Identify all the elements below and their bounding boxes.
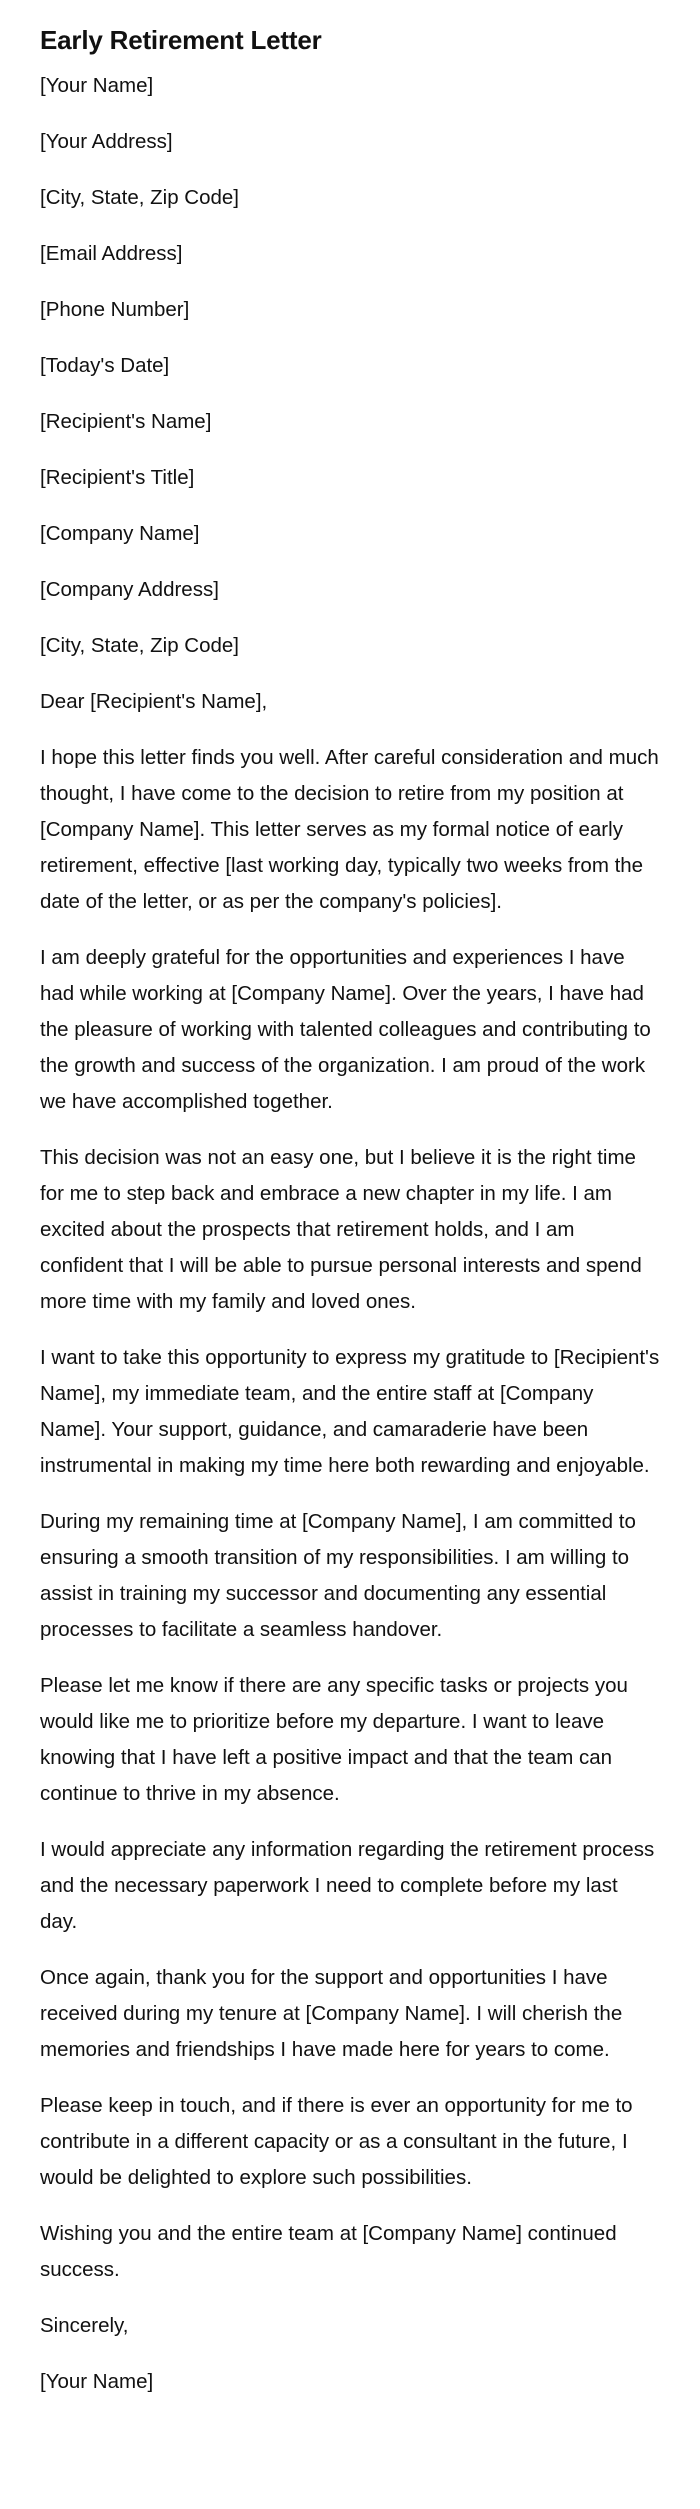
body-paragraph: I want to take this opportunity to express my gratitude to [Recipient's Name], my immediate team, and the entire staff at [Company Name]. Your support, guidance, and camaraderie have been instrumental in making my time here both rewarding and enjoyable. xyxy=(40,1346,660,1477)
body-paragraph: Wishing you and the entire team at [Company Name] continued success. xyxy=(40,2222,617,2281)
sender-email: [Email Address] xyxy=(40,242,183,265)
body-paragraph: Once again, thank you for the support and opportunities I have received during my tenure at [Company Name]. I will cherish the memories and friendships I have made here for years to come. xyxy=(40,1966,623,2061)
body-paragraph: I would appreciate any information regarding the retirement process and the necessary paperwork I need to complete before my last day. xyxy=(40,1838,655,1933)
signature-name: [Your Name] xyxy=(40,2370,154,2393)
recipient-city-state-zip: [City, State, Zip Code] xyxy=(40,634,240,657)
salutation: Dear [Recipient's Name], xyxy=(40,690,268,713)
body-paragraph: I hope this letter finds you well. After careful consideration and much thought, I have come to the decision to retire from my position at [Company Name]. This letter serves as my formal notice of early retirement, effective [last working day, typically two weeks from the date of the letter, or as per the company's policies]. xyxy=(40,746,659,913)
body-paragraph: During my remaining time at [Company Name], I am committed to ensuring a smooth transition of my responsibilities. I am willing to assist in training my successor and documenting any essential processes to facilitate a seamless handover. xyxy=(40,1510,636,1641)
recipient-title: [Recipient's Title] xyxy=(40,466,195,489)
body-paragraph: Please keep in touch, and if there is ever an opportunity for me to contribute in a different capacity or as a consultant in the future, I would be delighted to explore such possibilities. xyxy=(40,2094,633,2189)
body-paragraph: This decision was not an easy one, but I believe it is the right time for me to step back and embrace a new chapter in my life. I am excited about the prospects that retirement holds, and I am confident that I will be able to pursue personal interests and spend more time with my family and loved ones. xyxy=(40,1146,642,1313)
letter-date: [Today's Date] xyxy=(40,354,170,377)
recipient-name: [Recipient's Name] xyxy=(40,410,212,433)
sender-name: [Your Name] xyxy=(40,74,154,97)
page-title: Early Retirement Letter xyxy=(40,25,322,55)
body-paragraph: Please let me know if there are any specific tasks or projects you would like me to prioritize before my departure. I want to leave knowing that I have left a positive impact and that the team can continue to thrive in my absence. xyxy=(40,1674,628,1805)
recipient-company: [Company Name] xyxy=(40,522,200,545)
sender-address: [Your Address] xyxy=(40,130,173,153)
body-paragraph: I am deeply grateful for the opportunities and experiences I have had while working at [Company Name]. Over the years, I have had the pleasure of working with talented colleagues and contributing to the growth and success of the organization. I am proud of the work we have accomplished together. xyxy=(40,946,651,1113)
closing: Sincerely, xyxy=(40,2314,129,2337)
sender-city-state-zip: [City, State, Zip Code] xyxy=(40,186,240,209)
recipient-address: [Company Address] xyxy=(40,578,219,601)
sender-phone: [Phone Number] xyxy=(40,298,190,321)
